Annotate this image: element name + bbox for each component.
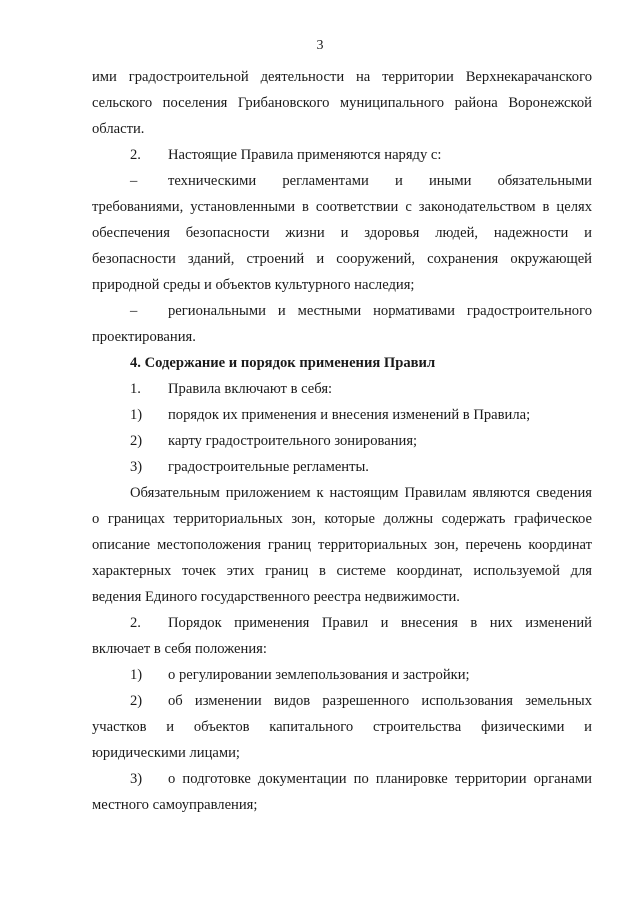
item-marker: – <box>130 303 138 319</box>
item-marker: 1) <box>130 667 143 683</box>
item-marker: 2. <box>130 615 141 631</box>
text-line: юридическими лицами; <box>92 745 240 761</box>
numbered-item <box>92 376 592 402</box>
item-marker: 2) <box>130 693 143 709</box>
item-marker: 2) <box>130 433 143 449</box>
item-text: техническими регламентами и иными обязательными <box>168 173 592 189</box>
item-text: региональными и местными нормативами градостроительного <box>168 303 592 319</box>
page-number: 3 <box>316 38 324 53</box>
dash-item <box>92 298 592 324</box>
numbered-item <box>92 610 592 636</box>
numbered-item <box>92 766 592 792</box>
text-line: ими градостроительной деятельности на территории Верхнекарачанского <box>92 69 592 85</box>
item-marker: 1) <box>130 407 143 423</box>
item-text: градостроительные регламенты. <box>168 459 369 475</box>
item-text: об изменении видов разрешенного использования земельных <box>168 693 592 709</box>
item-marker: 1. <box>130 381 141 397</box>
text-line: проектирования. <box>92 329 196 345</box>
text-line: природной среды и объектов культурного наследия; <box>92 277 415 293</box>
numbered-item <box>92 454 592 480</box>
item-text: Настоящие Правила применяются наряду с: <box>168 147 442 163</box>
text-line: сельского поселения Грибановского муниципального района Воронежской <box>92 95 592 111</box>
text-line: ведения Единого государственного реестра недвижимости. <box>92 589 460 605</box>
text-line: Обязательным приложением к настоящим Правилам являются сведения <box>130 485 592 501</box>
text-line: требованиями, установленными в соответствии с законодательством в целях <box>92 199 592 215</box>
text-line: описание местоположения границ территориальных зон, перечень координат <box>92 537 592 553</box>
dash-item <box>92 168 592 194</box>
text-line: области. <box>92 121 145 137</box>
item-text: Правила включают в себя: <box>168 381 333 397</box>
item-text: Порядок применения Правил и внесения в них изменений <box>168 615 592 631</box>
text-line: участков и объектов капитального строительства физическими и <box>92 719 592 735</box>
item-text: о подготовке документации по планировке территории органами <box>168 771 592 787</box>
numbered-item <box>92 662 592 688</box>
item-text: порядок их применения и внесения изменений в Правила; <box>168 407 531 423</box>
numbered-item <box>92 142 592 168</box>
text-line: местного самоуправления; <box>92 797 258 813</box>
document-body <box>92 64 592 818</box>
numbered-item <box>92 428 592 454</box>
item-marker: – <box>130 173 138 189</box>
text-line: о границах территориальных зон, которые должны содержать графическое <box>92 511 592 527</box>
numbered-item <box>92 402 592 428</box>
text-line: характерных точек этих границ в системе координат, используемой для <box>92 563 592 579</box>
section-heading: 4. Содержание и порядок применения Правил <box>130 355 436 371</box>
item-marker: 3) <box>130 771 143 787</box>
item-text: карту градостроительного зонирования; <box>168 433 418 449</box>
item-marker: 2. <box>130 147 141 163</box>
text-line: безопасности зданий, строений и сооружений, сохранения окружающей <box>92 251 592 267</box>
item-marker: 3) <box>130 459 143 475</box>
numbered-item <box>92 688 592 714</box>
text-line: включает в себя положения: <box>92 641 267 657</box>
item-text: о регулировании землепользования и застройки; <box>168 667 470 683</box>
text-line: обеспечения безопасности жизни и здоровья людей, надежности и <box>92 225 592 241</box>
